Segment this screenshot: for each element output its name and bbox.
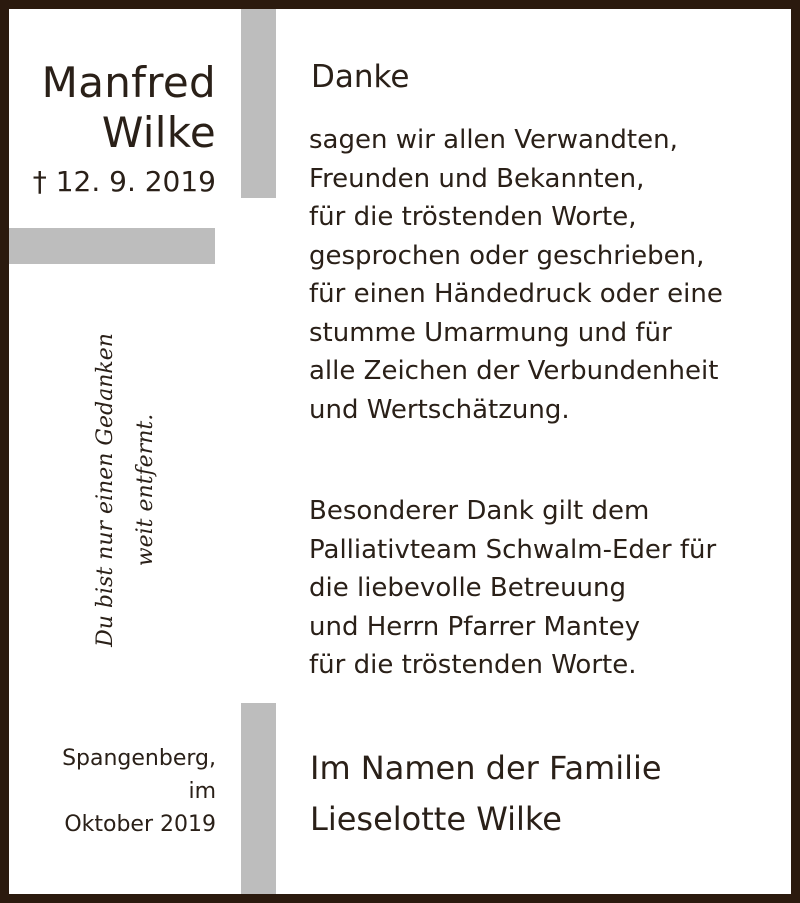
place-line-2: im <box>188 779 216 804</box>
thanks-paragraph-2 <box>309 492 716 685</box>
paragraph-1-line: und Wertschätzung. <box>309 394 570 425</box>
paragraph-2-line: Palliativteam Schwalm-Eder für <box>309 534 717 565</box>
quote <box>86 310 166 670</box>
place-line-1: Spangenberg, <box>62 746 216 771</box>
cross-bar-vertical-top <box>241 9 276 198</box>
paragraph-1-line: alle Zeichen der Verbundenheit <box>309 356 719 386</box>
paragraph-2-line: und Herrn Pfarrer Mantey <box>309 611 640 642</box>
paragraph-1-line: stumme Umarmung und für <box>309 317 672 348</box>
paragraph-2-line: für die tröstenden Worte. <box>309 650 637 680</box>
deceased-last-name: Wilke <box>101 108 216 157</box>
thanks-title: Danke <box>311 59 410 95</box>
family-signature <box>310 743 662 845</box>
paragraph-1-line: für die tröstenden Worte, <box>309 202 637 232</box>
cross-bar-horizontal <box>9 228 215 264</box>
thanks-paragraph-1 <box>309 121 723 429</box>
paragraph-1-line: Freunden und Bekannten, <box>309 163 645 194</box>
deceased-first-name: Manfred <box>41 58 216 107</box>
paragraph-2-line: Besonderer Dank gilt dem <box>309 496 650 526</box>
paragraph-2-line: die liebevolle Betreuung <box>309 573 627 603</box>
death-date: † 12. 9. 2019 <box>32 165 216 198</box>
signature-line-1: Im Namen der Familie <box>310 749 662 787</box>
deceased-name <box>42 58 216 158</box>
quote-line-1: Du bist nur einen Gedanken <box>93 333 118 647</box>
signature-line-2: Lieselotte Wilke <box>310 800 562 838</box>
paragraph-1-line: sagen wir allen Verwandten, <box>309 125 678 155</box>
place-line-3: Oktober 2019 <box>64 812 216 837</box>
cross-bar-vertical-bottom <box>241 703 276 894</box>
quote-line-2: weit entfernt. <box>133 413 158 567</box>
paragraph-1-line: gesprochen oder geschrieben, <box>309 240 705 271</box>
place-and-date <box>62 742 216 841</box>
paragraph-1-line: für einen Händedruck oder eine <box>309 279 723 309</box>
